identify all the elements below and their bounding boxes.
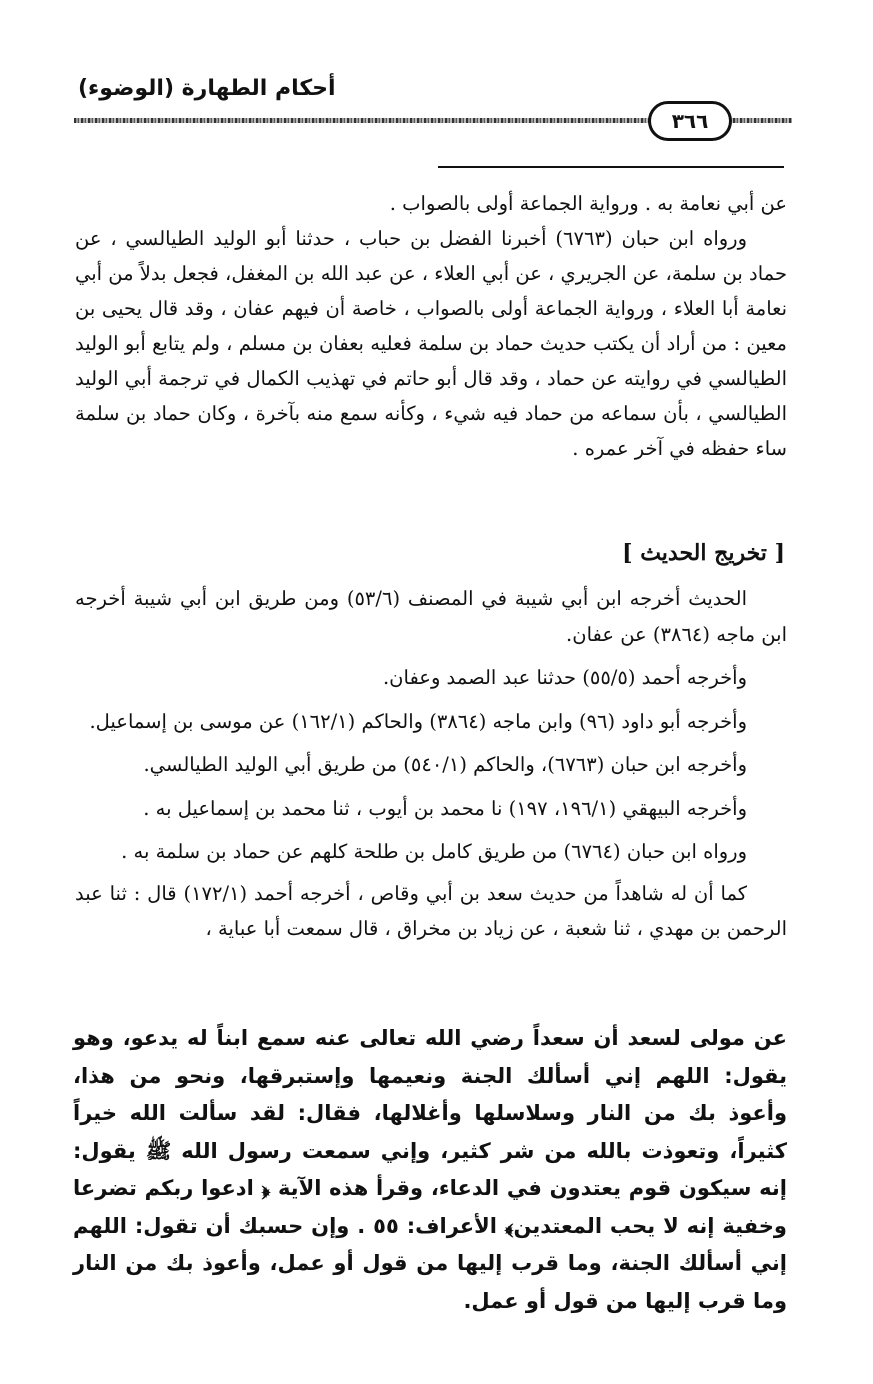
- header-rule-right: [726, 118, 792, 123]
- takhrij-paragraph: كما أن له شاهداً من حديث سعد بن أبي وقاص ، أخرجه أحمد (١٧٢/١) قال : ثنا عبد الرحمن بن مهدي ، ثنا شعبة ، عن زياد بن مخراق ، قال سمعت أبا عباية ،: [75, 881, 787, 940]
- takhrij-paragraph: وأخرجه أبو داود (٩٦) وابن ماجه (٣٨٦٤) والحاكم (١٦٢/١) عن موسى بن إسماعيل.: [89, 709, 747, 733]
- takhrij-paragraph: الحديث أخرجه ابن أبي شيبة في المصنف (٥٣/٦) ومن طريق ابن أبي شيبة أخرجه ابن ماجه (٣٨٦٤) عن عفان.: [75, 587, 787, 646]
- running-header-title: أحكام الطهارة (الوضوء): [78, 76, 336, 101]
- takhrij-paragraph: وأخرجه أحمد (٥٥/٥) حدثنا عبد الصمد وعفان.: [382, 666, 747, 689]
- takhrij-section: [75, 581, 787, 947]
- takhrij-paragraph: وأخرجه ابن حبان (٦٧٦٣)، والحاكم (٥٤٠/١) من طريق أبي الوليد الطيالسي.: [143, 753, 747, 776]
- footnote-continuation: عن أبي نعامة به . ورواية الجماعة أولى بالصواب .: [389, 192, 787, 215]
- takhrij-paragraph: ورواه ابن حبان (٦٧٦٤) من طريق كامل بن طلحة كلهم عن حماد بن سلمة به .: [121, 840, 747, 863]
- paragraph-ibn-hibban: ورواه ابن حبان (٦٧٦٣) أخبرنا الفضل بن حباب ، حدثنا أبو الوليد الطيالسي ، عن حماد بن سلمة، عن الجريري ، عن أبي العلاء ، عن عبد الله بن المغفل، فجعل بدلاً من أبي نعامة أبا العلاء ، ورواية الجماعة أولى بالصواب ، خاصة أن فيهم عفان ، وقد قال يحيى بن معين : من أراد أن يكتب حديث حماد بن سلمة فعليه بعفان بن مسلم ، ولم يتابع أبو الوليد الطيالسي في روايته عن حماد ، وقد قال أبو حاتم في تهذيب الكمال في ترجمة أبي الوليد الطيالسي ، بأن سماعه من حماد فيه شيء ، وكأنه سمع منه بآخرة ، وكان حماد بن سلمة ساء حفظه في آخر عمره .: [75, 227, 787, 460]
- section-heading: [ تخريج الحديث ]: [622, 540, 785, 566]
- hadith-text: عن مولى لسعد أن سعداً رضي الله تعالى عنه سمع ابناً له يدعو، وهو يقول: اللهم إني أسألك الجنة ونعيمها وإستبرقها، ونحو من هذا، وأعوذ بك من النار وسلاسلها وأغلالها، فقال: لقد سألت الله خيراً كثيراً، وتعوذت بالله من شر كثير، وإني سمعت رسول الله ﷺ يقول: إنه سيكون قوم يعتدون في الدعاء، وقرأ هذه الآية ﴿ ادعوا ربكم تضرعا وخفية إنه لا يحب المعتدين﴾ الأعراف: ٥٥ . وإن حسبك أن تقول: اللهم إني أسألك الجنة، وما قرب إليها من قول أو عمل، وأعوذ بك من النار وما قرب إليها من قول أو عمل.: [73, 1026, 787, 1313]
- footnote-rule: [438, 166, 784, 168]
- page-number: ٣٦٦: [648, 101, 732, 141]
- header-rule: [74, 118, 650, 123]
- body-text: [75, 186, 787, 466]
- takhrij-paragraph: وأخرجه البيهقي (١٩٦/١، ١٩٧) نا محمد بن أيوب ، ثنا محمد بن إسماعيل به .: [143, 796, 747, 820]
